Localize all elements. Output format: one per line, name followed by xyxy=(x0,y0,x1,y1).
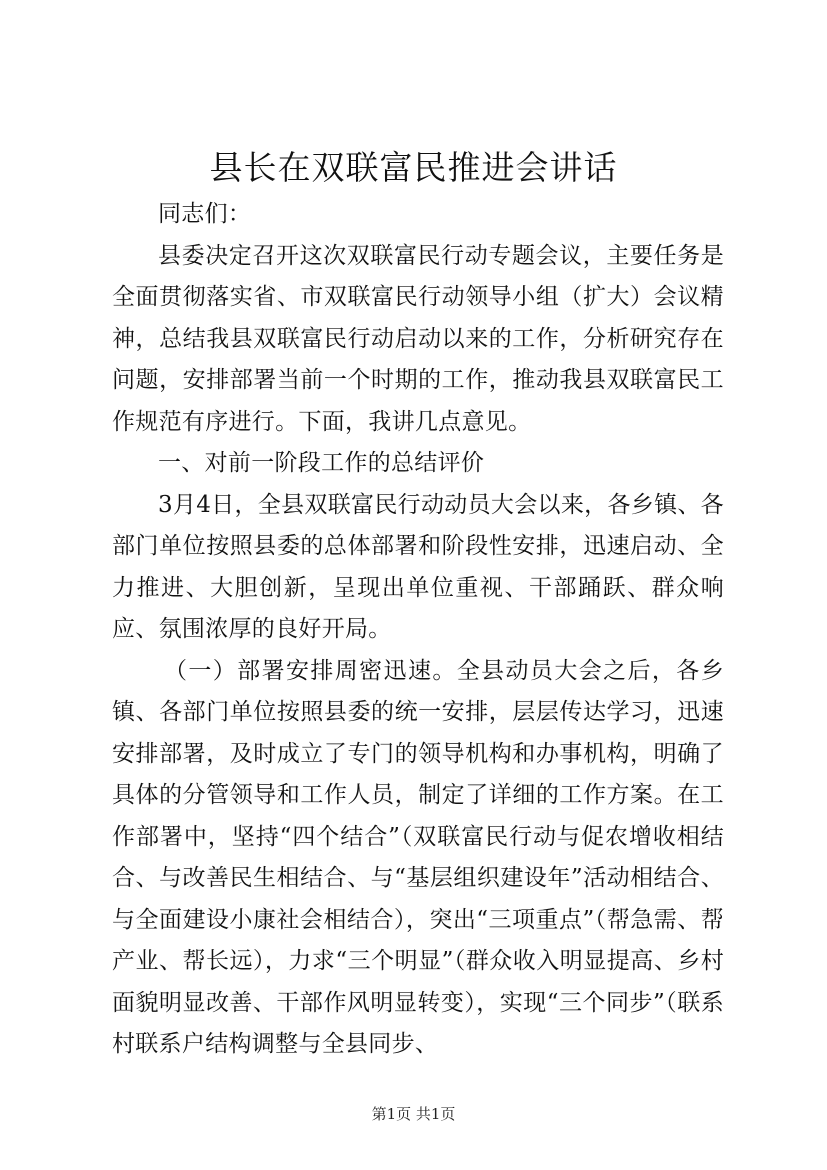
document-body xyxy=(112,194,724,1066)
salutation-paragraph: 同志们： xyxy=(158,201,252,227)
deployment-paragraph: （一）部署安排周密迅速。全县动员大会之后，各乡镇、各部门单位按照县委的统一安排，层层传达学习，迅速安排部署，及时成立了专门的领导机构和办事机构，明确了具体的分管领导和工作人员，制定了详细的工作方案。在工作部署中，坚持“四个结合”（双联富民行动与促农增收相结合、与改善民生相结合、与“基层组织建设年”活动相结合、与全面建设小康社会相结合），突出“三项重点”（帮急需、帮产业、帮长远），力求“三个明显”（群众收入明显提高、乡村面貌明显改善、干部作风明显转变），实现“三个同步”（联系村联系户结构调整与全县同步、 xyxy=(112,657,724,1057)
document-title: 县长在双联富民推进会讲话 xyxy=(209,148,618,187)
page-number-footer: 第1页 共1页 xyxy=(371,1105,456,1123)
section-heading: 一、对前一阶段工作的总结评价 xyxy=(158,450,485,476)
intro-paragraph: 县委决定召开这次双联富民行动专题会议，主要任务是全面贯彻落实省、市双联富民行动领导小组（扩大）会议精神，总结我县双联富民行动启动以来的工作，分析研究存在问题，安排部署当前一个时期的工作，推动我县双联富民工作规范有序进行。下面，我讲几点意见。 xyxy=(112,242,724,435)
summary-paragraph: 3月4日，全县双联富民行动动员大会以来，各乡镇、各部门单位按照县委的总体部署和阶段性安排，迅速启动、全力推进、大胆创新，呈现出单位重视、干部踊跃、群众响应、氛围浓厚的良好开局。 xyxy=(112,491,724,642)
